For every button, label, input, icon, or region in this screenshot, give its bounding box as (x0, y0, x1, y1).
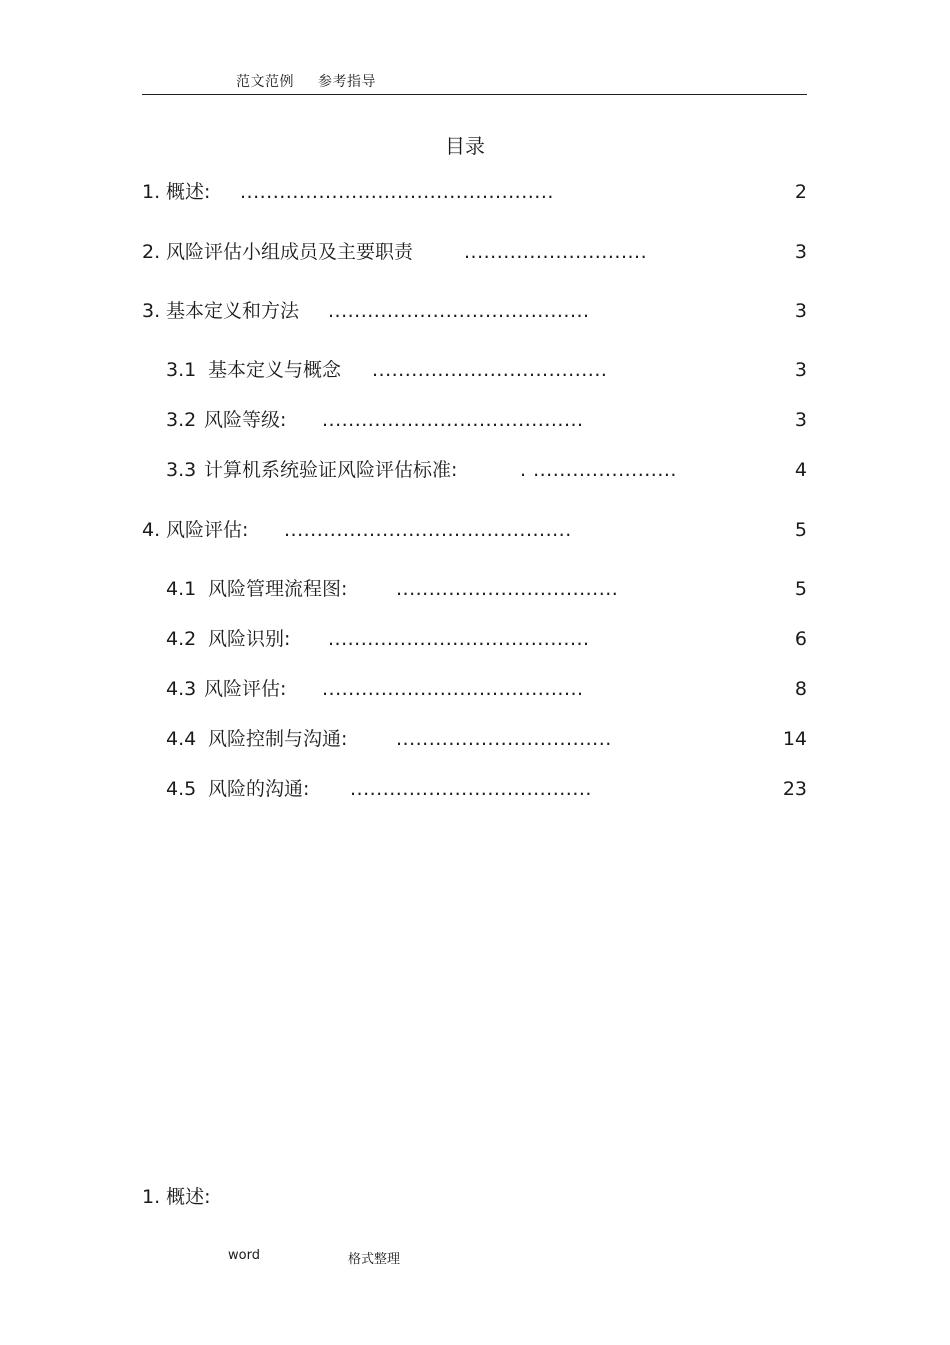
toc-entry-label: 风险评估: (166, 519, 249, 541)
toc-entry-leader: ..................................... (350, 778, 592, 800)
toc-entry[interactable] (142, 239, 807, 265)
toc-entry-leader: ................................. (396, 728, 612, 750)
footer-left-text: word (228, 1248, 260, 1263)
toc-subentry[interactable] (166, 457, 807, 483)
toc-entry-page: 8 (794, 678, 807, 700)
toc-entry-page: 5 (794, 519, 807, 541)
toc-entry-page: 4 (794, 459, 807, 481)
toc-entry-number: 4.5 (166, 778, 197, 800)
footer-right-text: 格式整理 (348, 1252, 401, 1267)
header-left-text: 范文范例 (236, 74, 294, 90)
toc-subentry[interactable] (166, 776, 807, 802)
toc-entry-label: 概述: (166, 181, 211, 203)
toc-entry-leader: ............................ (464, 241, 648, 263)
toc-entry-leader: ............................................ (284, 519, 572, 541)
toc-entry-label: 计算机系统验证风险评估标准: (204, 459, 458, 481)
toc-entry-label: 风险评估小组成员及主要职责 (166, 241, 414, 263)
toc-entry-leader: ........................................ (328, 628, 590, 650)
toc-entry-page: 3 (794, 409, 807, 431)
section-heading: 1. 概述: (142, 1186, 211, 1208)
toc-entry-label: 风险识别: (208, 628, 291, 650)
header-text (236, 71, 400, 91)
toc-entry-page: 23 (782, 778, 807, 800)
toc-subentry[interactable] (166, 407, 807, 433)
toc-entry-page: 5 (794, 578, 807, 600)
toc-entry-leader: ........................................ (322, 678, 584, 700)
toc-entry[interactable] (142, 517, 807, 543)
toc-entry-number: 3.3 (166, 459, 197, 481)
toc-entry-page: 2 (794, 181, 807, 203)
toc-subentry[interactable] (166, 676, 807, 702)
toc-entry-leader: ................................................ (240, 181, 554, 203)
toc-subentry[interactable] (166, 576, 807, 602)
toc-entry-page: 3 (794, 359, 807, 381)
toc-entry-leader: .................................. (396, 578, 619, 600)
toc-entry-number: 3.2 (166, 409, 197, 431)
toc-entry-leader: ........................................ (322, 409, 584, 431)
toc-entry-label: 风险的沟通: (208, 778, 310, 800)
toc-entry-label: 风险评估: (204, 678, 287, 700)
toc-entry-page: 14 (782, 728, 807, 750)
toc-subentry[interactable] (166, 726, 807, 752)
toc-entry-label: 基本定义与概念 (208, 359, 342, 381)
toc-entry-label: 风险等级: (204, 409, 287, 431)
toc-entry[interactable] (142, 298, 807, 324)
toc-entry-label: 风险控制与沟通: (208, 728, 348, 750)
toc-entry-leader: ........................................ (328, 300, 590, 322)
toc-entry-number: 4.2 (166, 628, 197, 650)
toc-entry-page: 6 (794, 628, 807, 650)
toc-entry-number: 2. (142, 241, 161, 263)
toc-entry-number: 4.3 (166, 678, 197, 700)
toc-entry-label: 风险管理流程图: (208, 578, 348, 600)
toc-entry-page: 3 (794, 241, 807, 263)
toc-subentry[interactable] (166, 357, 807, 383)
toc-entry-number: 4. (142, 519, 161, 541)
toc-entry-number: 1. (142, 181, 161, 203)
toc-entry-leader: . ...................... (520, 459, 677, 481)
toc-subentry[interactable] (166, 626, 807, 652)
toc-entry[interactable] (142, 179, 807, 205)
toc-title: 目录 (445, 134, 485, 158)
toc-entry-number: 4.4 (166, 728, 197, 750)
toc-entry-label: 基本定义和方法 (166, 300, 300, 322)
toc-entry-number: 3. (142, 300, 161, 322)
toc-entry-leader: .................................... (372, 359, 608, 381)
toc-entry-number: 3.1 (166, 359, 197, 381)
header-right-text: 参考指导 (318, 74, 376, 90)
header-divider (142, 94, 807, 95)
page-footer (228, 1248, 401, 1267)
toc-entry-number: 4.1 (166, 578, 197, 600)
toc-entry-page: 3 (794, 300, 807, 322)
